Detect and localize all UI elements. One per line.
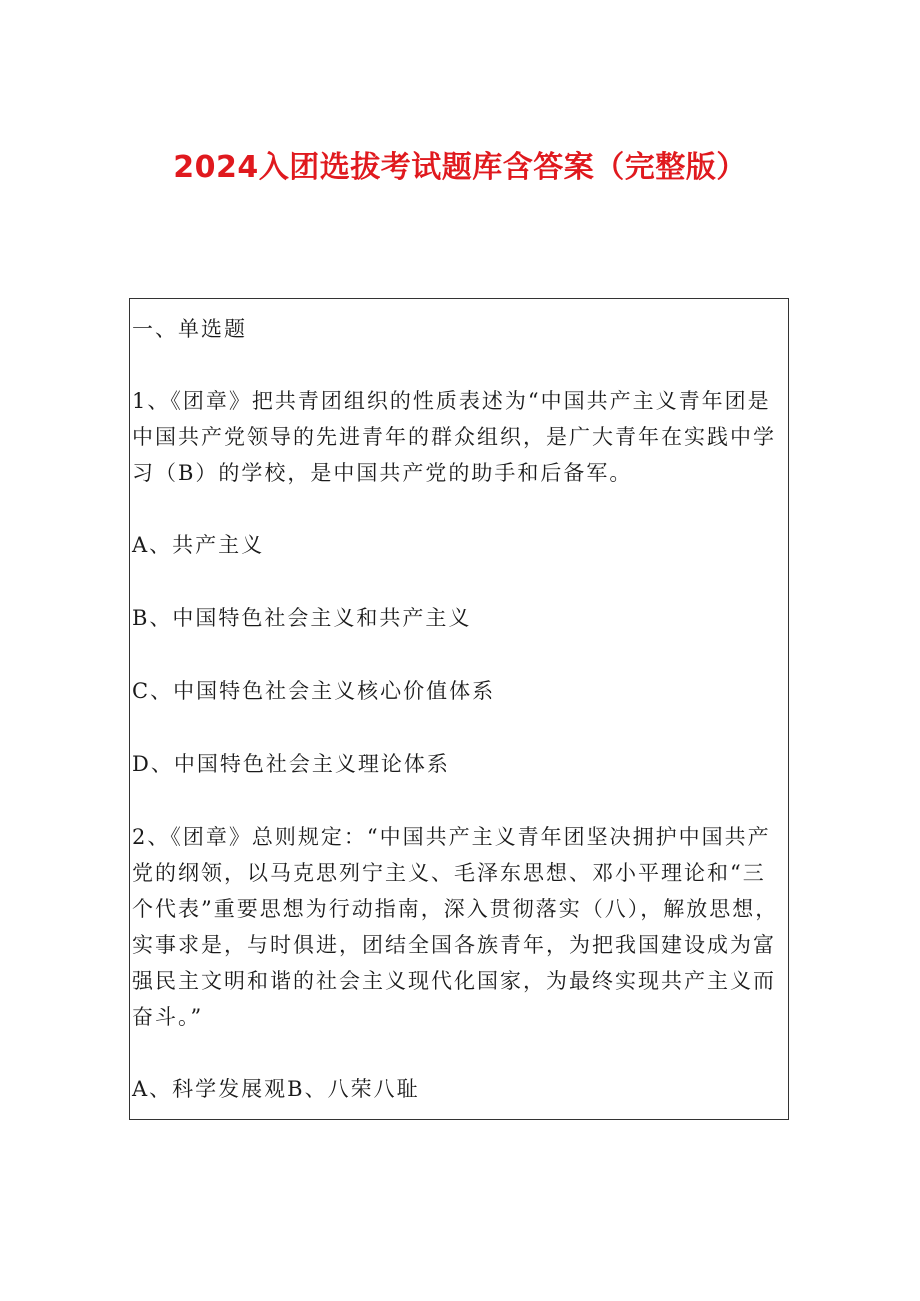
question-bank-content [130, 299, 788, 1107]
question-bank-box [129, 298, 789, 1120]
question-1-option-b: B、中国特色社会主义和共产主义 [132, 606, 472, 630]
question-1-option-c: C、中国特色社会主义核心价值体系 [132, 679, 496, 703]
question-1-option-d: D、中国特色社会主义理论体系 [132, 752, 450, 776]
question-2-option-ab: A、科学发展观B、八荣八耻 [132, 1077, 420, 1101]
question-1-text: 1、《团章》把共青团组织的性质表述为“中国共产主义青年团是中国共产党领导的先进青年的群众组织，是广大青年在实践中学习（B）的学校，是中国共产党的助手和后备军。 [132, 389, 776, 485]
question-2-text: 2、《团章》总则规定：“中国共产主义青年团坚决拥护中国共产党的纲领，以马克思列宁主义、毛泽东思想、邓小平理论和“三个代表”重要思想为行动指南，深入贯彻落实（八），解放思想，实事求是，与时俱进，团结全国各族青年，为把我国建设成为富强民主文明和谐的社会主义现代化国家，为最终实现共产主义而奋斗。” [132, 825, 779, 1029]
document-title: 2024入团选拔考试题库含答案（完整版） [173, 150, 747, 185]
question-1-option-a: A、共产主义 [132, 533, 265, 557]
section-heading: 一、单选题 [132, 317, 247, 341]
